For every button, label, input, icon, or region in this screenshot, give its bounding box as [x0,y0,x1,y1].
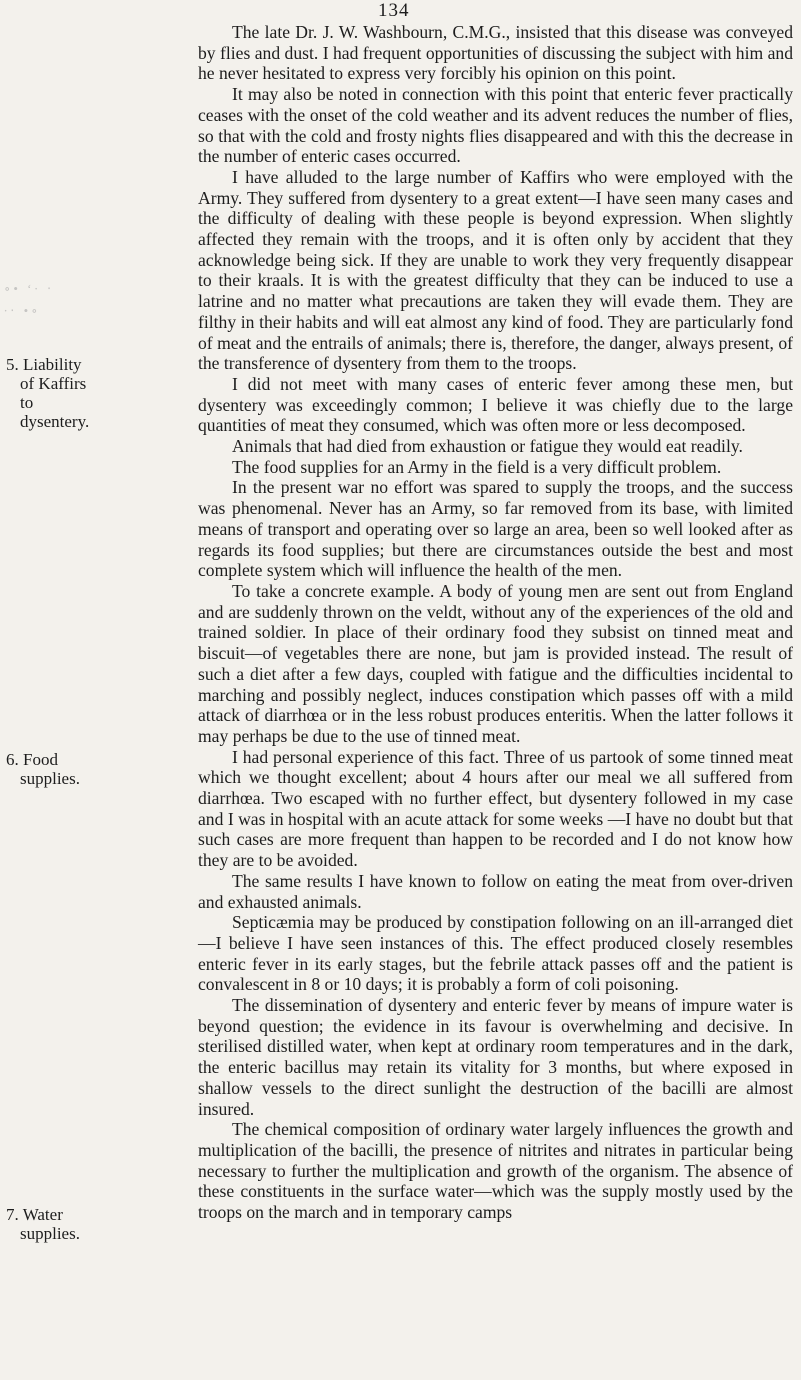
sidenote-line: supplies. [20,769,80,788]
sidenote-line: 7. Water [6,1205,63,1224]
bleed-through-marks: ∘• ʻ∙ ‧ ∙‧ •∘ [4,281,55,318]
sidenote-line: 6. Food [6,750,58,769]
paragraph-present-war: In the present war no effort was spared to supply the troops, and the success was phenomenal. Never has an Army, so far removed from its base, with limited means of transport and operating over so large an area, been so well looked after as regards its food supplies; but there are circumstances outside the best and most complete system which will influence the health of the men. [198,477,793,581]
sidenote-food-supplies [6,750,96,788]
sidenote-liability-of-kaffirs [6,355,96,431]
paragraph-food-problem: The food supplies for an Army in the field is a very difficult problem. [232,456,722,477]
paragraph-enteric-kaffirs: I did not meet with many cases of enteric fever among these men, but dysentery was exceedingly common; I believe it was chiefly due to the large quantities of meat they consumed, which was often more or less decomposed. [198,373,793,436]
sidenote-line: supplies. [20,1224,80,1243]
paragraph-chemical-composition: The chemical composition of ordinary water largely influences the growth and multiplication of the bacilli, the presence of nitrites and nitrates in particular being necessary to further the multiplication and growth of the organism. The absence of these constituents in the surface water—which was the supply mostly used by the troops on the march and in temporary camps [198,1119,793,1223]
sidenote-line: dysentery. [20,412,90,431]
sidenote-line: of Kaffirs to [20,374,87,412]
paragraph-washbourn: The late Dr. J. W. Washbourn, C.M.G., insisted that this disease was conveyed by flies and dust. I had frequent opportunities of discussing the subject with him and he never hesitated to express very forcibly his opinion on this point. [198,22,793,84]
paragraph-personal-experience: I had personal experience of this fact. Three of us partook of some tinned meat which we thought excellent; about 4 hours after our meal we all suffered from diarrhœa. Two escaped with no further effect, but dysentery followed in my case and I was in hospital with an acute attack for some weeks —I have no doubt but that such cases are more frequent than happen to be recorded and I do not know how they are to be avoided. [198,746,793,871]
paragraph-cold-weather: It may also be noted in connection with this point that enteric fever practically ceases with the onset of the cold weather and its advent reduces the number of flies, so that with the cold and frosty nights flies disappeared and with this the decrease in the number of enteric cases occurred. [198,84,793,167]
paragraph-septicaemia: Septicæmia may be produced by constipation following on an ill-arranged diet—I believe I have seen instances of this. The effect produced closely resembles enteric fever in its early stages, but the febrile attack passes off and the patient is convalescent in 8 or 10 days; it is probably a form of coli poisoning. [198,912,793,995]
sidenote-line: 5. Liability [6,355,82,374]
paragraph-concrete-example: To take a concrete example. A body of young men are sent out from England and are suddenly thrown on the veldt, without any of the experiences of the old and trained soldier. In place of their ordinary food they subsist on tinned meat and biscuit—of vegetables there are none, but jam is provided instead. The result of such a diet after a few days, coupled with fatigue and the difficulties incidental to marching and possibly neglect, induces constipation which passes off with a mild attack of diarrhœa or in the less robust produces enteritis. When the latter follows it may perhaps be due to the use of tinned meat. [198,580,793,746]
sidenote-water-supplies [6,1205,96,1243]
paragraph-over-driven-animals: The same results I have known to follow on eating the meat from over-driven and exhausted animals. [198,870,793,912]
paragraph-kaffirs: I have alluded to the large number of Kaffirs who were employed with the Army. They suffered from dysentery to a great extent—I have seen many cases and the difficulty of dealing with these people is beyond expression. When slightly affected they remain with the troops, and it is often only by accident that they acknowledge being sick. If they are unable to work they very frequently disappear to their kraals. It is with the greatest difficulty that they can be induced to use a latrine and no matter what precautions are taken they will evade them. They are filthy in their habits and will eat almost any kind of food. They are particularly fond of meat and the entrails of animals; there is, therefore, the danger, always present, of the transference of dysentery from them to the troops. [198,166,793,374]
page-number: 134 [378,0,410,21]
paragraph-animals: Animals that had died from exhaustion or fatigue they would eat readily. [232,436,743,457]
paragraph-impure-water: The dissemination of dysentery and enteric fever by means of impure water is beyond question; the evidence in its favour is overwhelming and decisive. In sterilised distilled water, when kept at ordinary room temperatures and in the dark, the enteric bacillus may retain its vitality for 3 months, but where exposed in shallow vessels to the direct sunlight the destruction of the bacilli are almost insured. [198,995,793,1119]
body-text [198,22,793,1223]
